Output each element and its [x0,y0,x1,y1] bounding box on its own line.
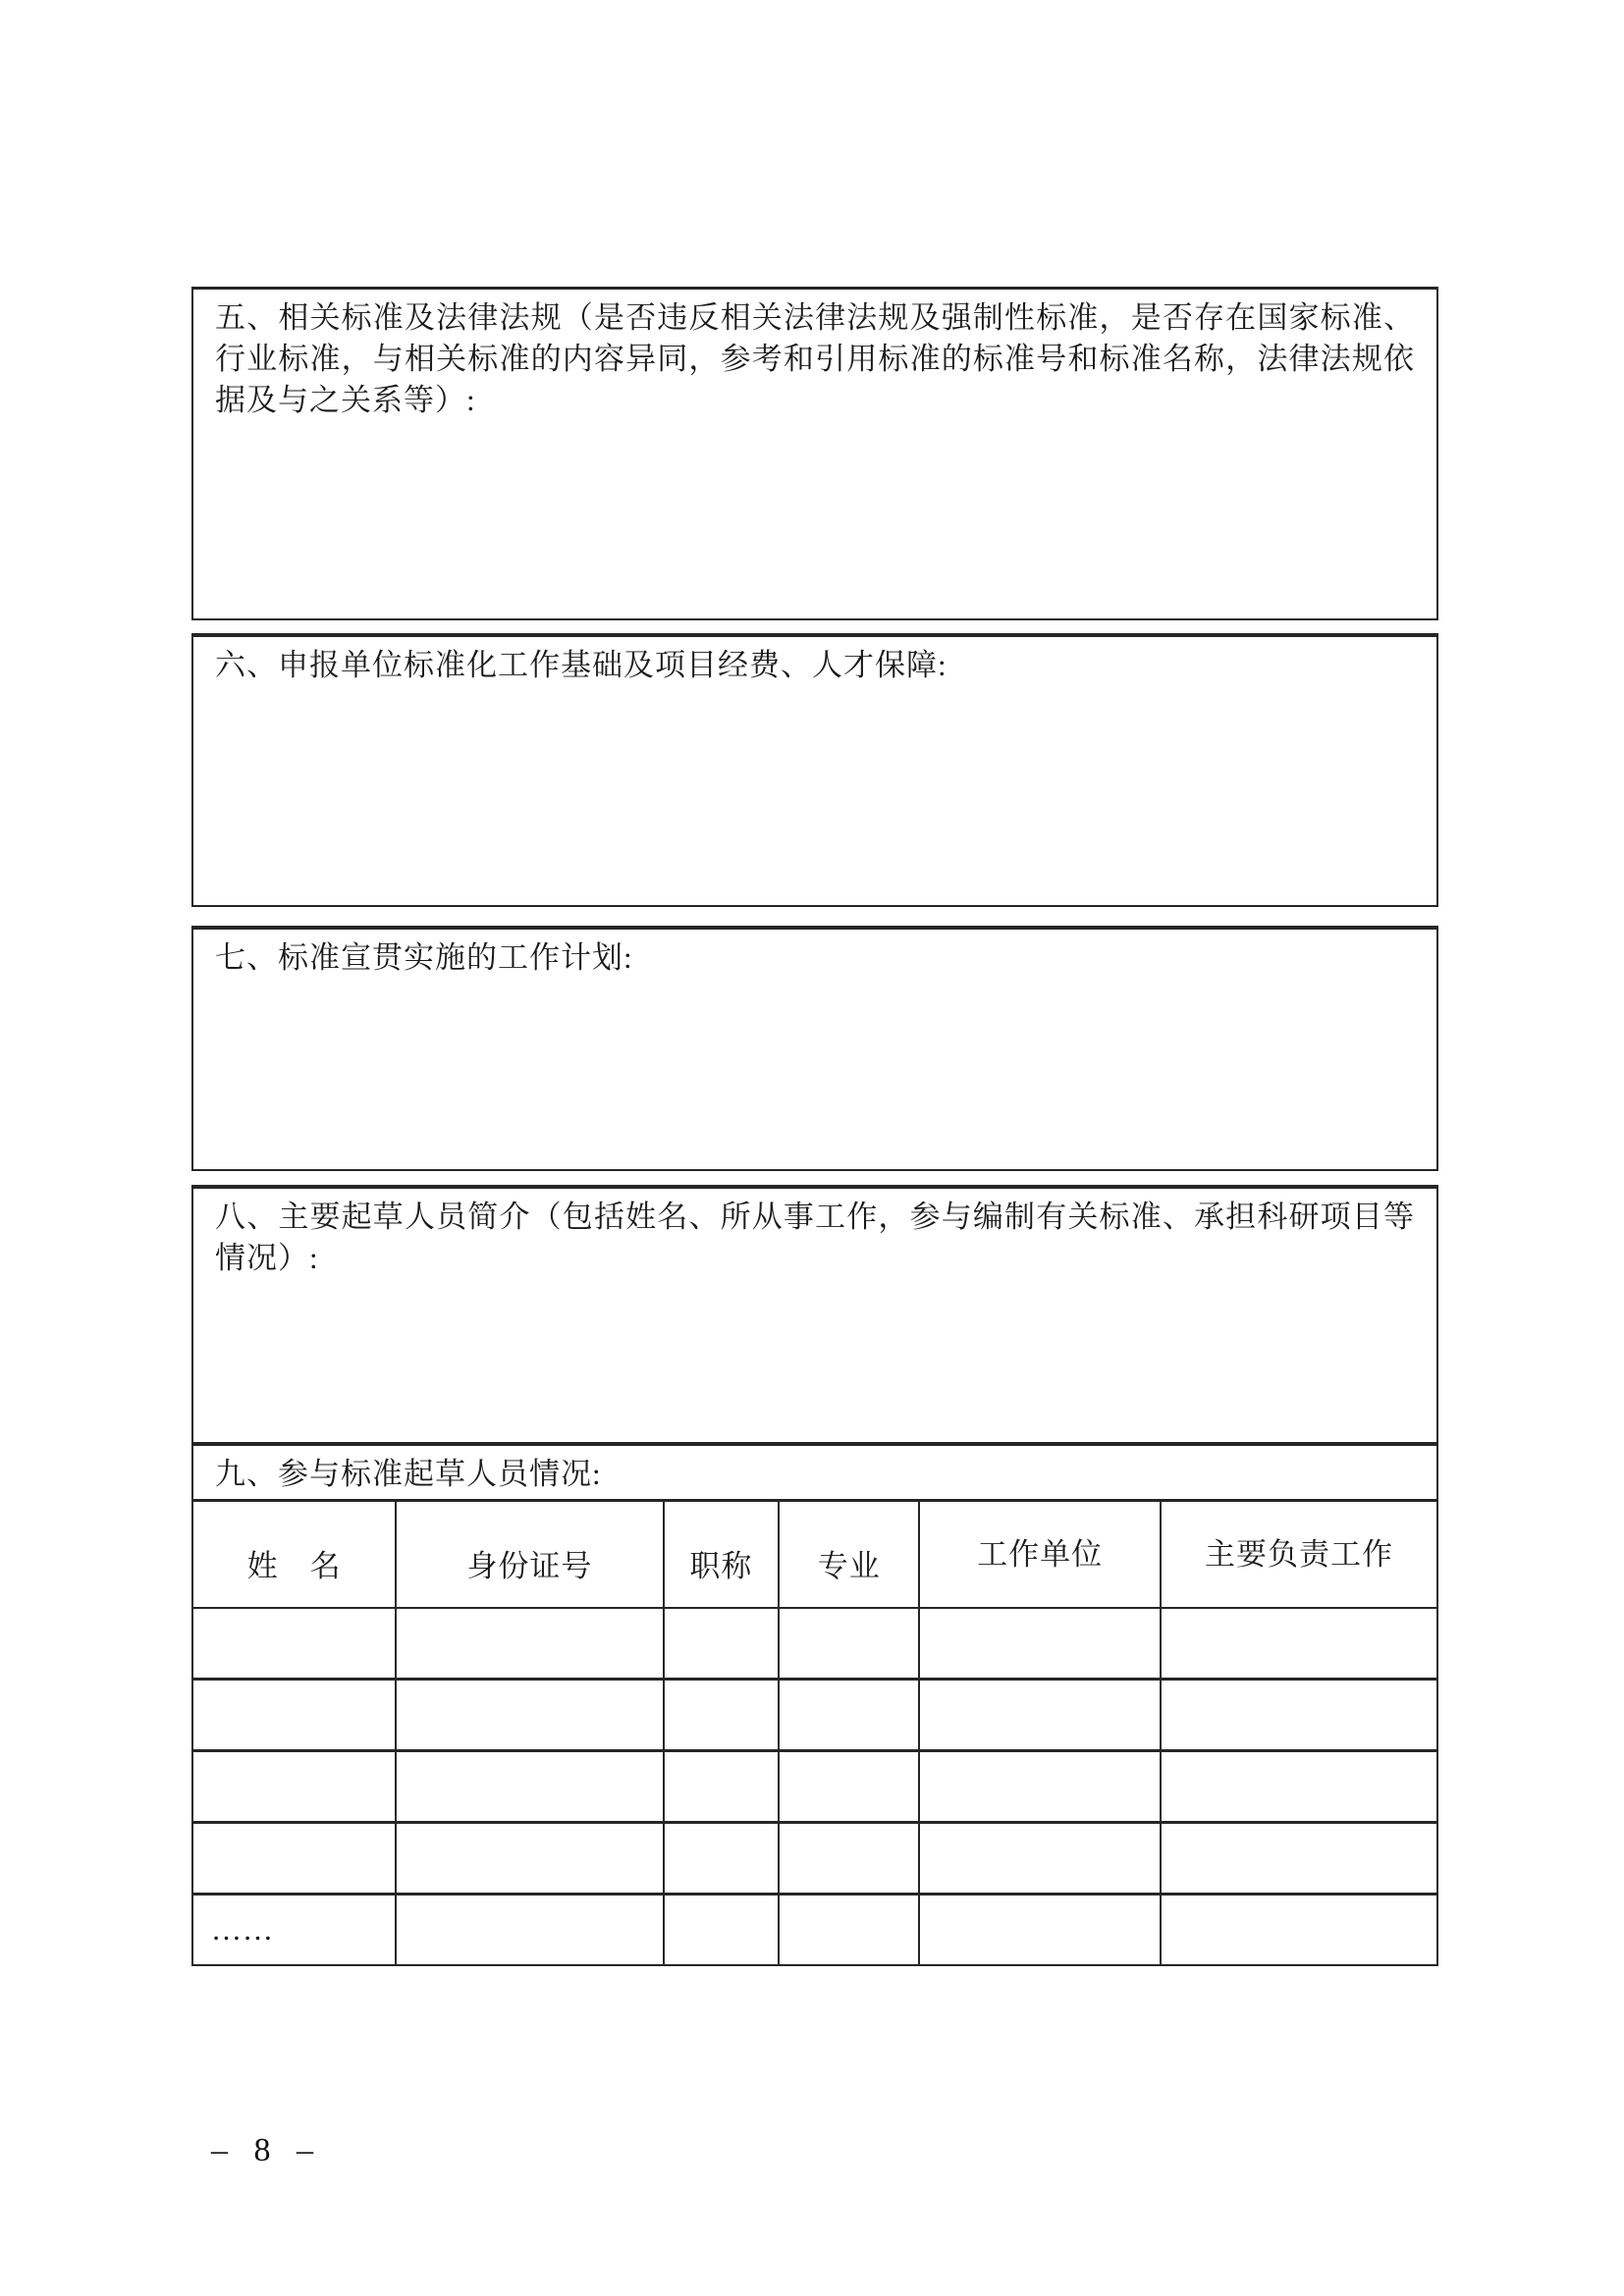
table-cell [779,1823,919,1895]
table-cell [919,1680,1161,1751]
section-title-work-foundation: 六、申报单位标准化工作基础及项目经费、人才保障: [215,648,947,682]
table-cell [396,1608,663,1680]
table-cell [919,1608,1161,1680]
section-title-drafters-intro: 八、主要起草人员简介（包括姓名、所从事工作，参与编制有关标准、承担科研项目等情况）: [215,1200,1415,1275]
personnel-table-row [193,1823,1436,1895]
table-cell [664,1608,780,1680]
table-cell [396,1823,663,1895]
personnel-table-row [193,1608,1436,1680]
form-section-drafters-intro [191,1185,1438,1446]
table-cell [396,1680,663,1751]
table-cell [919,1823,1161,1895]
personnel-table-header-row [193,1501,1436,1609]
section-title-drafting-personnel: 九、参与标准起草人员情况: [215,1457,602,1491]
personnel-table-row [193,1895,1436,1965]
personnel-table [193,1499,1436,1964]
table-cell [664,1823,780,1895]
header-cell-responsibility: 主要负责工作 [1161,1501,1436,1609]
table-cell [919,1895,1161,1965]
section-title-related-standards: 五、相关标准及法律法规（是否违反相关法律法规及强制性标准，是否存在国家标准、行业标准，与相关标准的内容异同，参考和引用标准的标准号和标准名称，法律法规依据及与之关系等）: [215,300,1415,417]
table-cell [396,1895,663,1965]
table-cell [919,1751,1161,1823]
table-cell [779,1895,919,1965]
header-cell-work-unit: 工作单位 [919,1501,1161,1609]
application-form [191,287,1438,1966]
page-number: – 8 – [211,2132,322,2168]
form-section-implementation-plan [191,926,1438,1171]
table-cell [1161,1895,1436,1965]
form-section-work-foundation [191,633,1438,907]
table-cell [1161,1608,1436,1680]
table-cell [193,1608,396,1680]
table-cell [664,1680,780,1751]
table-cell-ellipsis: …… [193,1895,396,1965]
table-cell [664,1895,780,1965]
table-cell [193,1751,396,1823]
table-cell [779,1751,919,1823]
personnel-table-row [193,1751,1436,1823]
form-section-drafting-personnel [191,1446,1438,1966]
table-cell [779,1608,919,1680]
table-cell [1161,1680,1436,1751]
header-cell-name: 姓 名 [193,1501,396,1609]
table-cell [193,1823,396,1895]
table-cell [1161,1751,1436,1823]
table-cell [193,1680,396,1751]
header-cell-title: 职称 [664,1501,780,1609]
table-cell [1161,1823,1436,1895]
table-cell [779,1680,919,1751]
table-cell [664,1751,780,1823]
personnel-table-row [193,1680,1436,1751]
header-cell-specialty: 专业 [779,1501,919,1609]
header-cell-id-number: 身份证号 [396,1501,663,1609]
table-cell [396,1751,663,1823]
section-title-implementation-plan: 七、标准宣贯实施的工作计划: [215,940,633,975]
form-section-related-standards [191,287,1438,620]
